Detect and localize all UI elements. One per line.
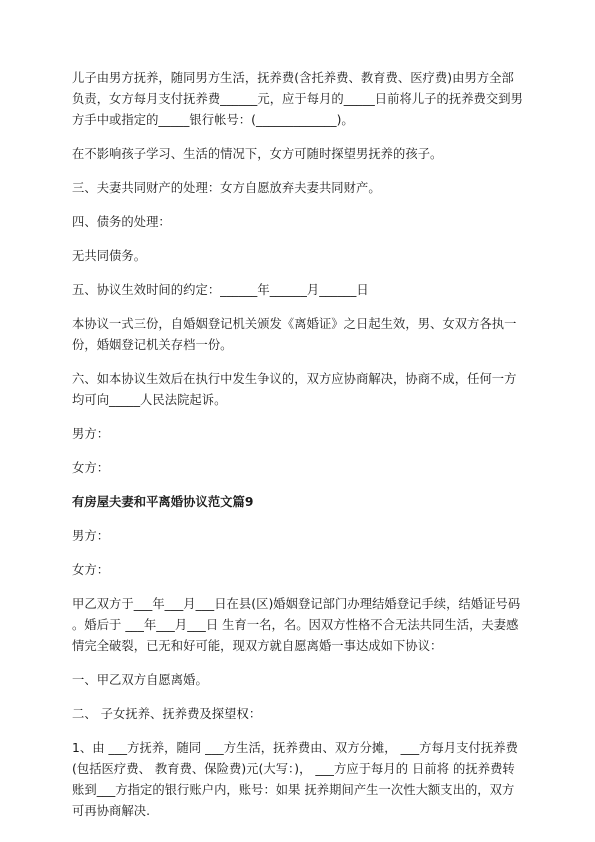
paragraph-male-signature: 男方： (72, 427, 110, 441)
document-body (72, 68, 524, 835)
paragraph-effective-date: 五、协议生效时间的约定：______年______月______日 (72, 283, 369, 297)
paragraph-clause-1: 一、甲乙双方自愿离婚。 (72, 673, 208, 687)
paragraph-debt-heading: 四、债务的处理： (72, 215, 171, 229)
section-title: 有房屋夫妻和平离婚协议范文篇9 (72, 495, 254, 509)
paragraph-child-support: 儿子由男方抚养，随同男方生活，抚养费(含托养费、教育费、医疗费)由男方全部负责，女方每月支付抚养费______元，应于每月的_____日前将儿子的抚养费交到男方手中或指定的_____银行帐号：(_____________)。 (72, 71, 523, 127)
paragraph-no-debt: 无共同债务。 (72, 249, 147, 263)
paragraph-marriage-info: 甲乙双方于___年___月___日在县(区)婚姻登记部门办理结婚登记手续，结婚证号码 。婚后于 ___年___月___日 生育一名，名。因双方性格不合无法共同生活，夫妻感情完全破裂，已无和好可能，现双方就自愿离婚一事达成如下协议： (72, 597, 521, 653)
paragraph-female-party: 女方： (72, 563, 110, 577)
paragraph-female-signature: 女方： (72, 461, 110, 475)
paragraph-copies: 本协议一式三份，自婚姻登记机关颁发《离婚证》之日起生效，男、女双方各执一份，婚姻登记机关存档一份。 (72, 317, 517, 352)
paragraph-visitation: 在不影响孩子学习、生活的情况下，女方可随时探望男抚养的孩子。 (72, 147, 443, 161)
paragraph-male-party: 男方： (72, 529, 110, 543)
paragraph-dispute: 六、如本协议生效后在执行中发生争议的，双方应协商解决，协商不成，任何一方均可向_____人民法院起诉。 (72, 372, 517, 407)
paragraph-property: 三、夫妻共同财产的处理：女方自愿放弃夫妻共同财产。 (72, 181, 381, 195)
paragraph-clause-2-1: 1、由 ___方抚养，随同 ___方生活，抚养费由、双方分摊， ___方每月支付抚养费(包括医疗费、 教育费、保险费)元(大写：)， ___方应于每月的 日前将 的抚养费转账到___方指定的银行账户内，账号：如果 抚养期间产生一次性大额支出的，双方可再协商解决. (72, 741, 518, 818)
paragraph-clause-2: 二、 子女抚养、抚养费及探望权： (72, 707, 262, 721)
